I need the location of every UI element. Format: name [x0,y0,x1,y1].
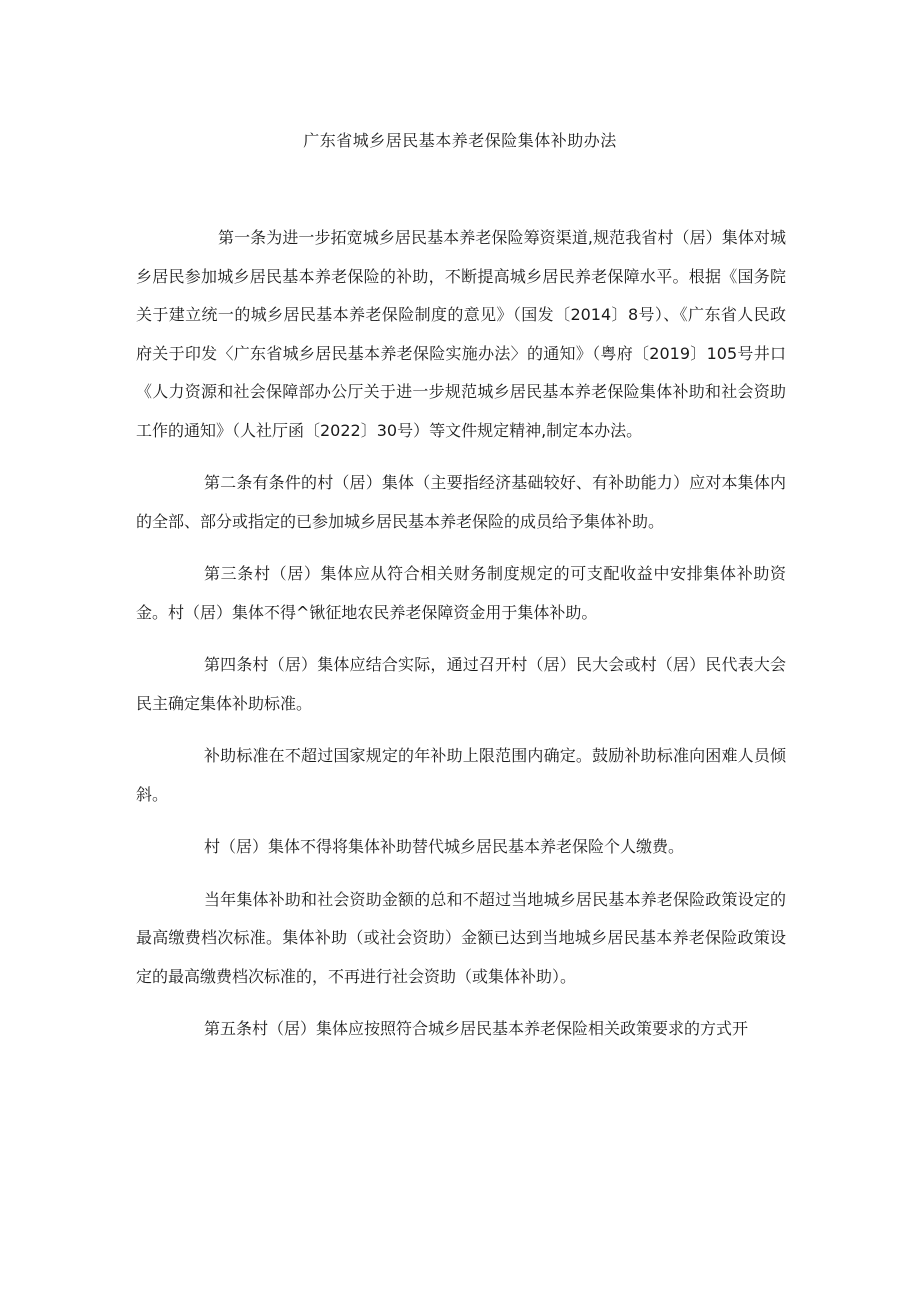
document-title: 广东省城乡居民基本养老保险集体补助办法 [303,131,617,150]
subsidy-cap-paragraph: 当年集体补助和社会资助金额的总和不超过当地城乡居民基本养老保险政策设定的最高缴费档次标准。集体补助（或社会资助）金额已达到当地城乡居民基本养老保险政策设定的最高缴费档次标准的，不再进行社会资助（或集体补助）。 [136,889,786,986]
document-body [136,219,786,1063]
no-substitution-paragraph: 村（居）集体不得将集体补助替代城乡居民基本养老保险个人缴费。 [204,837,685,856]
article-4-paragraph: 第四条村（居）集体应结合实际，通过召开村（居）民大会或村（居）民代表大会民主确定集体补助标准。 [136,655,786,713]
article-5-paragraph: 第五条村（居）集体应按照符合城乡居民基本养老保险相关政策要求的方式开 [204,1019,749,1038]
article-1-paragraph: 第一条为进一步拓宽城乡居民基本养老保险筹资渠道,规范我省村（居）集体对城乡居民参加城乡居民基本养老保险的补助，不断提高城乡居民养老保障水平。根据《国务院关于建立统一的城乡居民基本养老保险制度的意见》（国发〔2014〕8号）、《广东省人民政府关于印发〈广东省城乡居民基本养老保险实施办法〉的通知》（粤府〔2019〕105号井口《人力资源和社会保障部办公厅关于进一步规范城乡居民基本养老保险集体补助和社会资助工作的通知》（人社厅函〔2022〕30号）等文件规定精神,制定本办法。 [136,228,786,440]
subsidy-standard-paragraph: 补助标准在不超过国家规定的年补助上限范围内确定。鼓励补助标准向困难人员倾斜。 [136,746,786,804]
article-2-paragraph: 第二条有条件的村（居）集体（主要指经济基础较好、有补助能力）应对本集体内的全部、部分或指定的已参加城乡居民基本养老保险的成员给予集体补助。 [136,473,786,531]
article-3-paragraph: 第三条村（居）集体应从符合相关财务制度规定的可支配收益中安排集体补助资金。村（居）集体不得^锹征地农民养老保障资金用于集体补助。 [136,564,786,622]
